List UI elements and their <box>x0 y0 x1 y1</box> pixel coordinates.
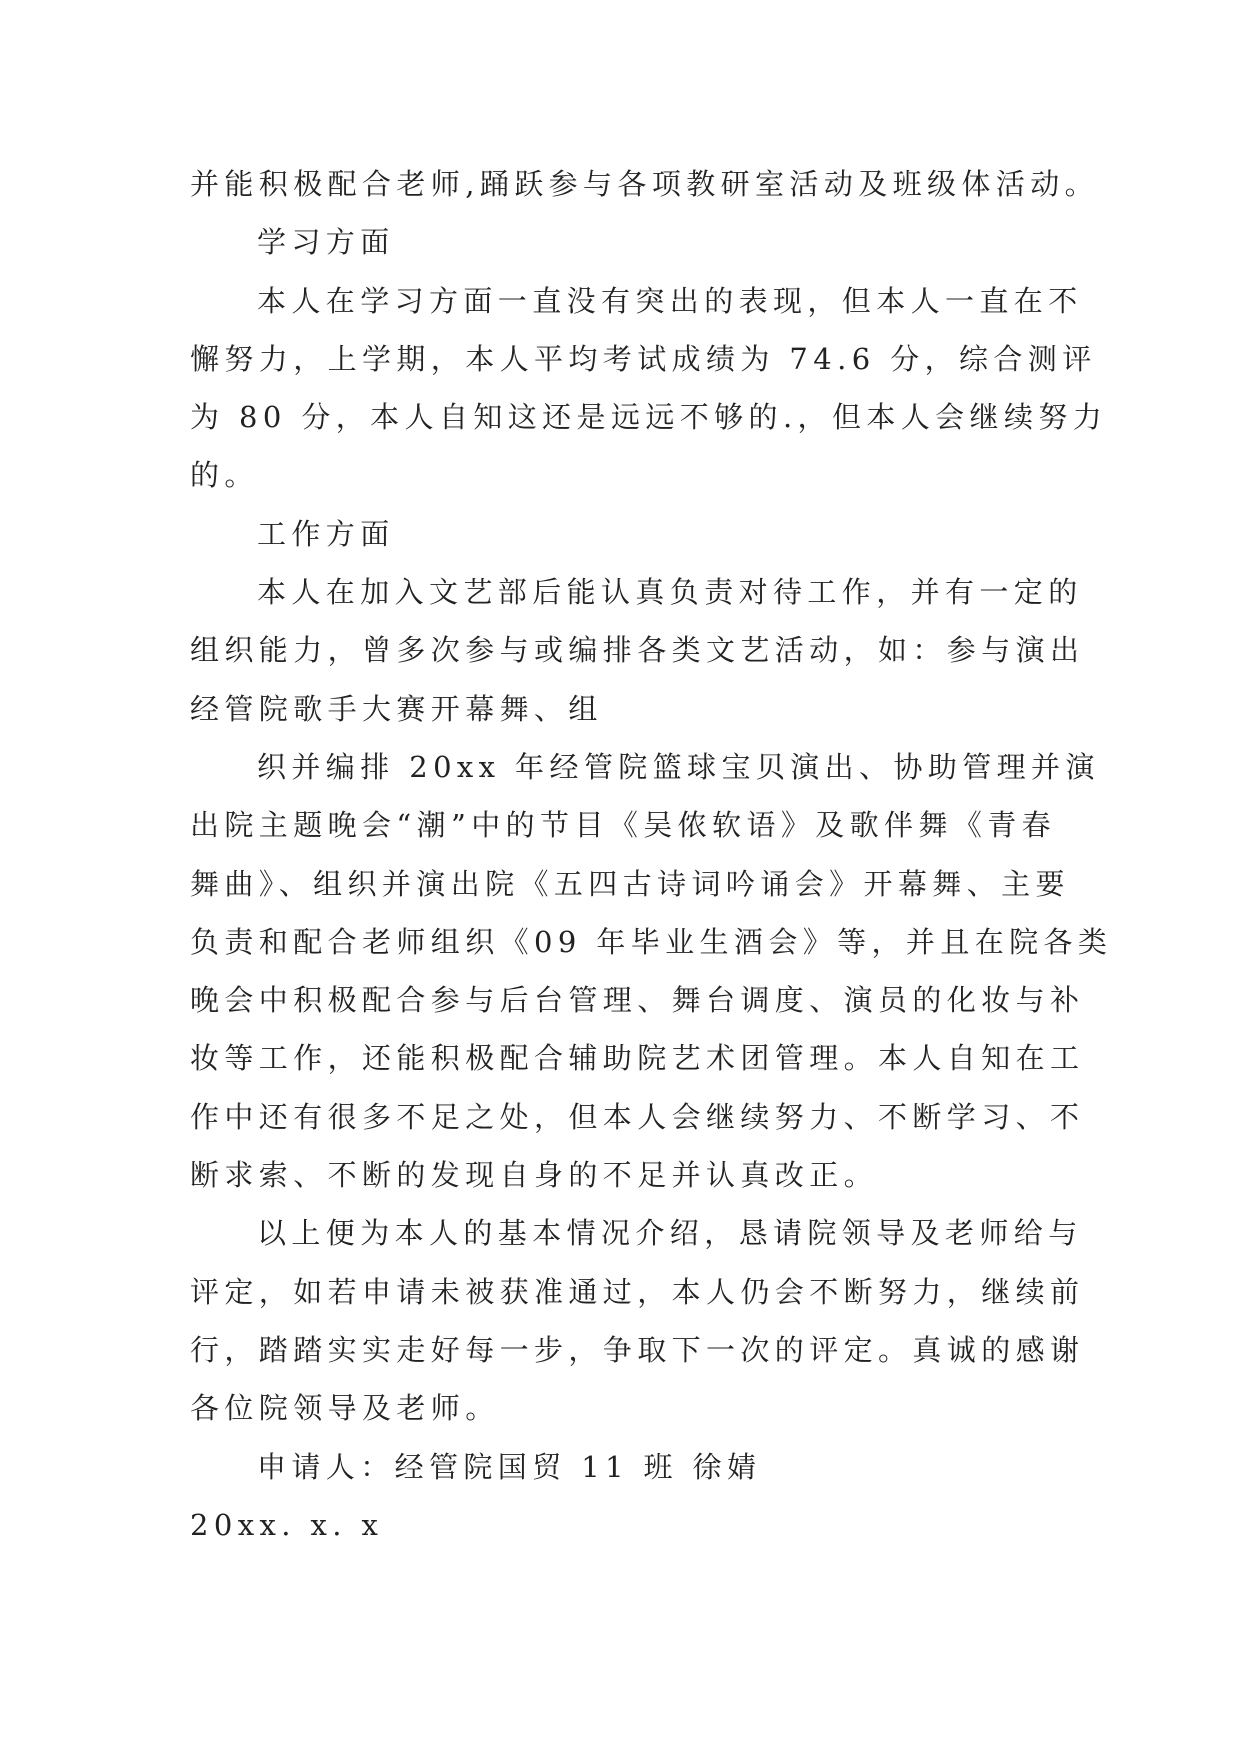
text-line: 的。 <box>190 458 259 493</box>
applicant-signature: 申请人：经管院国贸 11 班 徐婧 <box>257 1449 762 1484</box>
text-line: 舞曲》、组织并演出院《五四古诗词吟诵会》开幕舞、主要 <box>190 866 1070 901</box>
text-line: 负责和配合老师组织《09 年毕业生酒会》等，并且在院各类 <box>190 924 1113 959</box>
text-line: 各位院领导及老师。 <box>190 1391 500 1426</box>
text-line: 妆等工作，还能积极配合辅助院艺术团管理。本人自知在工 <box>190 1041 1085 1076</box>
text-line: 为 80 分，本人自知这还是远远不够的.，但本人会继续努力 <box>190 400 1108 435</box>
document-date: 20xx. x. x <box>190 1507 384 1542</box>
text-line: 评定，如若申请未被获准通过，本人仍会不断努力，继续前 <box>190 1274 1085 1309</box>
text-line: 行，踏踏实实走好每一步，争取下一次的评定。真诚的感谢 <box>190 1332 1085 1367</box>
section-heading-work: 工作方面 <box>257 516 395 551</box>
text-line: 断求索、不断的发现自身的不足并认真改正。 <box>190 1158 879 1193</box>
document-body <box>190 155 1220 1554</box>
text-line: 以上便为本人的基本情况介绍，恳请院领导及老师给与 <box>257 1216 1083 1251</box>
text-line: 晚会中积极配合参与后台管理、舞台调度、演员的化妆与补 <box>190 983 1085 1018</box>
text-line: 作中还有很多不足之处，但本人会继续努力、不断学习、不 <box>190 1099 1085 1134</box>
text-line: 织并编排 20xx 年经管院篮球宝贝演出、协助管理并演 <box>257 749 1100 784</box>
section-heading-study: 学习方面 <box>257 225 395 260</box>
text-line: 组织能力，曾多次参与或编排各类文艺活动，如：参与演出 <box>190 633 1085 668</box>
text-line: 懈努力，上学期，本人平均考试成绩为 74.6 分，综合测评 <box>190 341 1097 376</box>
text-line: 并能积极配合老师,踊跃参与各项教研室活动及班级体活动。 <box>190 167 1100 201</box>
text-line: 本人在学习方面一直没有突出的表现，但本人一直在不 <box>257 283 1083 318</box>
text-line: 本人在加入文艺部后能认真负责对待工作，并有一定的 <box>257 575 1083 610</box>
text-line: 出院主题晚会“潮”中的节目《吴侬软语》及歌伴舞《青春 <box>190 808 1057 843</box>
text-line: 经管院歌手大赛开幕舞、组 <box>190 691 603 726</box>
